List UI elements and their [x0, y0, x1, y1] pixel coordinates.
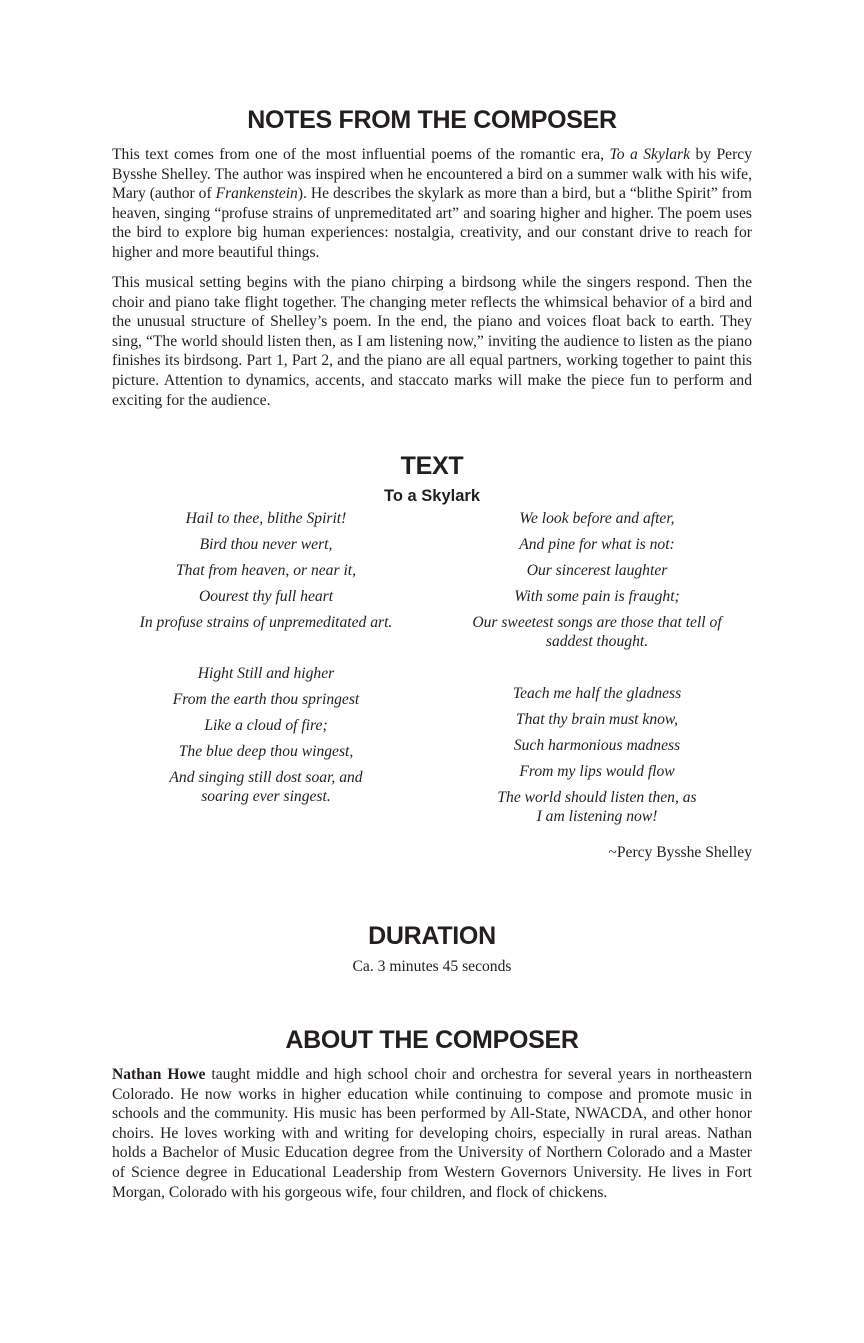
poem-stanza-right-1 [432, 509, 762, 658]
poem-line: Like a cloud of fire; [204, 717, 328, 734]
poem-line: Our sweetest songs are those that tell of saddest thought. [472, 614, 722, 650]
poem-line: From the earth thou springest [172, 691, 360, 708]
composer-name: Nathan Howe [112, 1066, 206, 1083]
poem-line: That from heaven, or near it, [175, 562, 357, 579]
poem-line: With some pain is fraught; [514, 588, 680, 605]
poem-line: Bird thou never wert, [199, 536, 333, 553]
poem-line: Teach me half the gladness [512, 685, 682, 702]
poem-line: Hail to thee, blithe Spirit! [185, 510, 347, 527]
poem-line: Such harmonious madness [513, 737, 681, 754]
notes-paragraph-2: This musical setting begins with the piano chirping a birdsong while the singers respond. Then the choir and piano take flight together. The changing meter reflects the whimsical behavior of a bird and the unusual structure of Shelley’s poem. In the end, the piano and voices float back to earth. They sing, “The world should listen then, as I am listening now,” inviting the audience to listen as the piano finishes its birdsong. Part 1, Part 2, and the piano are all equal partners, working together to paint this picture. Attention to dynamics, accents, and staccato marks will make the piece fun to perform and exciting for the audience. [112, 274, 752, 409]
about-paragraph [112, 1065, 752, 1202]
notes-heading: NOTES FROM THE COMPOSER [247, 106, 617, 134]
text-run: by Percy Bysshe Shelley. The author was inspired when he encountered a bird on a summer walk with his wife, Mary (author of [112, 146, 752, 203]
poem-stanza-left-1 [101, 509, 431, 639]
duration-value: Ca. 3 minutes 45 seconds [352, 958, 512, 975]
poem-line: From my lips would flow [519, 763, 675, 780]
poem-line: And singing still dost soar, and soaring ever singest. [169, 769, 363, 805]
poem-line: Our sincerest laughter [526, 562, 668, 579]
poem-line: Hight Still and higher [197, 665, 335, 682]
poem-title: To a Skylark [384, 487, 480, 505]
poem-line: That thy brain must know, [515, 711, 679, 728]
poem-line: We look before and after, [519, 510, 675, 527]
poem-line: And pine for what is not: [519, 536, 675, 553]
poem-line: Oourest thy full heart [198, 588, 334, 605]
poem-line: In profuse strains of unpremeditated art. [139, 614, 393, 631]
poem-title-ref: To a Skylark [609, 146, 691, 163]
poem-stanza-left-2 [101, 664, 431, 813]
duration-heading: DURATION [368, 922, 496, 950]
about-heading: ABOUT THE COMPOSER [285, 1026, 579, 1054]
book-title-ref: Frankenstein [215, 185, 298, 203]
poem-stanza-right-2 [432, 684, 762, 833]
poem-line: The world should listen then, as I am listening now! [497, 789, 697, 825]
poem-line: The blue deep thou wingest, [178, 743, 354, 760]
notes-paragraph-1 [112, 145, 752, 263]
text-heading: TEXT [400, 452, 464, 480]
poem-attribution: ~Percy Bysshe Shelley [608, 844, 752, 861]
composer-bio: taught middle and high school choir and orchestra for several years in northeastern Colorado. He now works in higher education while continuing to compose and promote music in schools and the community. His music has been performed by All-State, NWACDA, and other honor choirs. He loves working with and writing for developing choirs, especially in rural areas. Nathan holds a Bachelor of Music Education degree from the University of Northern Colorado and a Master of Science degree in Educational Leadership from Western Governors University. He lives in Fort Morgan, Colorado with his gorgeous wife, four children, and flock of chickens. [112, 1066, 752, 1201]
text-run: ). He describes the skylark as more than a bird, but a “blithe Spirit” from heaven, singing “profuse strains of unpremeditated art” and soaring higher and higher. The poem uses the bird to explore big human experiences: nostalgia, creativity, and our constant drive to reach for higher and more beautiful things. [112, 185, 752, 261]
text-run: This text comes from one of the most influential poems of the romantic era, [112, 146, 610, 163]
